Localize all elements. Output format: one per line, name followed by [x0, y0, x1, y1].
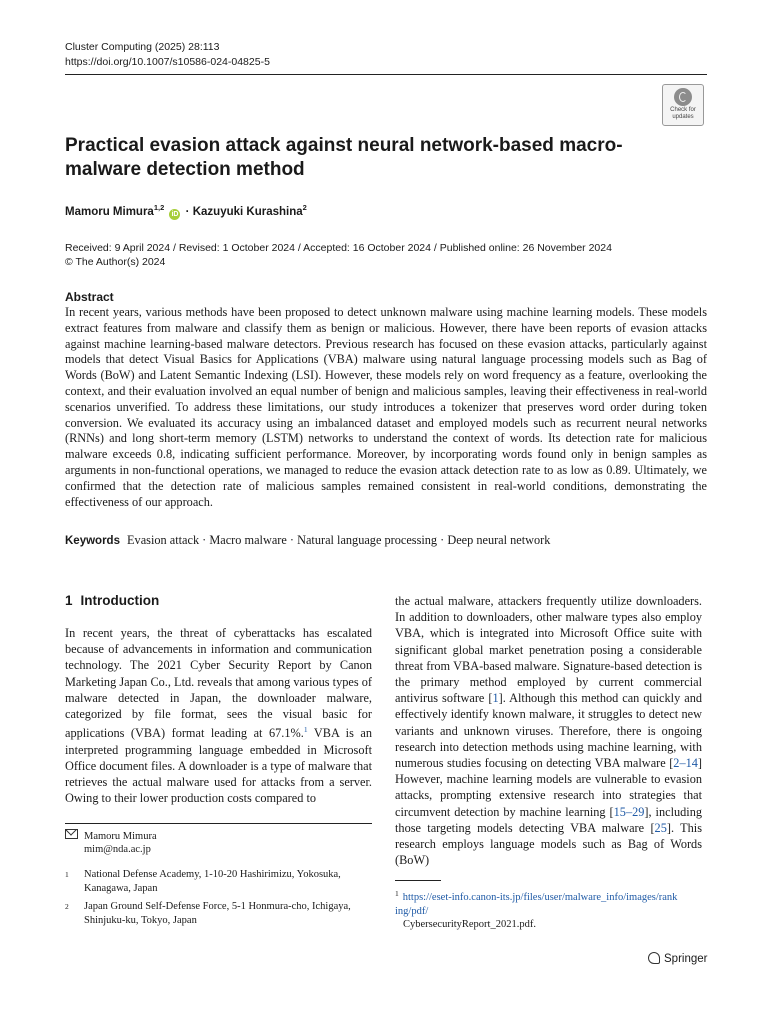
footnote-url-1[interactable]: https://eset-info.canon-its.jp/files/user/malware_info/images/rank: [402, 892, 678, 903]
header-rule: [65, 74, 707, 75]
corresponding-author: Mamoru Mimura: [84, 831, 157, 842]
intro-left-text-1: In recent years, the threat of cyberattacks has escalated because of advancements in information and communication technology. The 2021 Cyber Security Report by Canon Marketing Japan Co., Ltd. reveals that among various types of malware detected in Japan, the downloader malware, categorized by file format, sees the visual basic for applications (VBA) format leading at 67.1%.: [65, 626, 372, 741]
keywords-heading: Keywords: [65, 535, 120, 547]
affiliation-number: 2: [65, 902, 69, 911]
affiliation-number: 1: [65, 870, 69, 879]
check-for-updates-badge[interactable]: [662, 84, 704, 126]
author-1-name[interactable]: Mamoru Mimura: [65, 205, 154, 218]
author-2-name[interactable]: Kazuyuki Kurashina: [192, 205, 303, 218]
section-heading: [65, 593, 159, 608]
copyright: © The Author(s) 2024: [65, 256, 166, 268]
citation-link[interactable]: 2–14: [673, 756, 698, 771]
section-title: Introduction: [80, 593, 160, 608]
intro-right-column: [395, 593, 702, 868]
keywords-list: Evasion attack · Macro malware · Natural language processing · Deep neural network: [127, 533, 551, 547]
intro-right-text-a: the actual malware, attackers frequently utilize downloaders. In addition to downloaders, other malware types also employ VBA, which is integrated into Microsoft Office suite with significant global market penetration posing a considerable threat from VBA-based malware. Signature-based detection is the primary method employed by current commercial antivirus software [: [395, 594, 702, 706]
paper-title: Practical evasion attack against neural network-based macro-malware detection method: [65, 135, 623, 180]
doi-link[interactable]: https://doi.org/10.1007/s10586-024-04825-5: [65, 56, 270, 68]
springer-horse-icon: [648, 952, 660, 964]
corresponding-email[interactable]: mim@nda.ac.jp: [84, 844, 151, 855]
intro-right-text-c: ] However, machine learning models are vulnerable to evasion attacks, prompting extensive research into strategies that circumvent detection by machine learning [: [395, 756, 702, 819]
affiliation-2: [65, 900, 372, 927]
intro-right-text-d: ], including those targeting models detecting VBA malware [: [395, 804, 702, 835]
author-separator: ·: [185, 205, 190, 218]
affiliation-1: [65, 868, 372, 895]
journal-header: [65, 40, 270, 70]
footnote-rule: [65, 823, 372, 824]
citation-link[interactable]: 15–29: [613, 804, 645, 819]
affiliation-text: Japan Ground Self-Defense Force, 5-1 Honmura-cho, Ichigaya, Shinjuku-ku, Tokyo, Japan: [84, 901, 351, 926]
abstract-heading: Abstract: [65, 290, 114, 304]
crossmark-line1: Check for: [670, 107, 696, 113]
citation-link[interactable]: 25: [654, 820, 667, 835]
affiliation-text: National Defense Academy, 1-10-20 Hashirimizu, Yokosuka, Kanagawa, Japan: [84, 869, 341, 894]
orcid-icon[interactable]: iD: [171, 210, 179, 218]
intro-left-text-2: VBA is an interpreted programming language embedded in Microsoft Office document files. A downloader is a type of malware that retrieves the actual malware used for attacks from a server. Owing to their lower production costs compared to: [65, 726, 372, 806]
history-dates: Received: 9 April 2024 / Revised: 1 October 2024 / Accepted: 16 October 2024 / Published online: 26 November 2024: [65, 242, 612, 254]
author-1-affil: 1,2: [153, 203, 165, 212]
footnote-url-2[interactable]: ing/pdf/: [395, 905, 429, 917]
footnote-ref-1[interactable]: 1: [303, 725, 308, 735]
footnote-rule-right: [395, 880, 441, 881]
journal-citation: Cluster Computing (2025) 28:113: [65, 41, 220, 53]
correspondence: [65, 829, 157, 856]
author-list: [65, 203, 307, 220]
keywords: [65, 533, 550, 548]
author-2-affil: 2: [302, 203, 307, 212]
publisher-logo: [648, 952, 707, 965]
intro-right-text-e: ]. This research employs language models such as Bag of Words (BoW): [395, 820, 702, 868]
envelope-icon: [65, 829, 78, 839]
footnote: [395, 887, 705, 932]
footnote-number: 1: [395, 889, 399, 898]
abstract-body: In recent years, various methods have been proposed to detect unknown malware using machine learning models. These models extract features from malware and classify them as benign or malicious. However, there have been reports of evasion attacks against machine learning-based malware detectors. Previous research has focused on these evasion attacks, particularly against models that detect Visual Basics for Applications (VBA) malware using natural language processing models such as Bag of Words (BoW) and Latent Semantic Indexing (LSI). However, these models rely on word frequency as a feature, overlooking the context, and their evaluation involved an equal number of benign and malicious samples, leaving their effectiveness in real-world scenarios unverified. To address these limitations, our study introduces a tokenizer that preserves word order during token conversion. We evaluated its accuracy using an imbalanced dataset and employed models such as recurrent neural networks (RNNs) and long short-term memory (LSTM) networks to understand the context of words. Its detection rate for malicious malware exceeds 0.8, indicating sufficient performance. Moreover, by incorporating words found only in benign samples as arguments in non-functional operations, we managed to reduce the evasion attack detection rate to as low as 0.89. Ultimately, we confirmed that the detection rate of malicious samples remained consistent in real-world conditions, demonstrating the effectiveness of our approach.: [65, 305, 707, 509]
section-number: 1: [65, 593, 73, 608]
intro-left-column: [65, 625, 372, 806]
crossmark-line2: updates: [672, 113, 694, 120]
crossmark-icon: [674, 88, 692, 106]
citation-link[interactable]: 1: [492, 691, 499, 706]
article-history: [65, 241, 612, 269]
intro-right-text-b: ]. Although this method can quickly and effectively identify known malware, it struggles to detect new variants and unknown viruses. Therefore, there is ongoing research into detection methods using machine learning, with numerous studies focusing on detecting VBA malware [: [395, 691, 702, 771]
publisher-name: Springer: [664, 953, 708, 965]
footnote-url-3: CybersecurityReport_2021.pdf.: [403, 919, 536, 930]
